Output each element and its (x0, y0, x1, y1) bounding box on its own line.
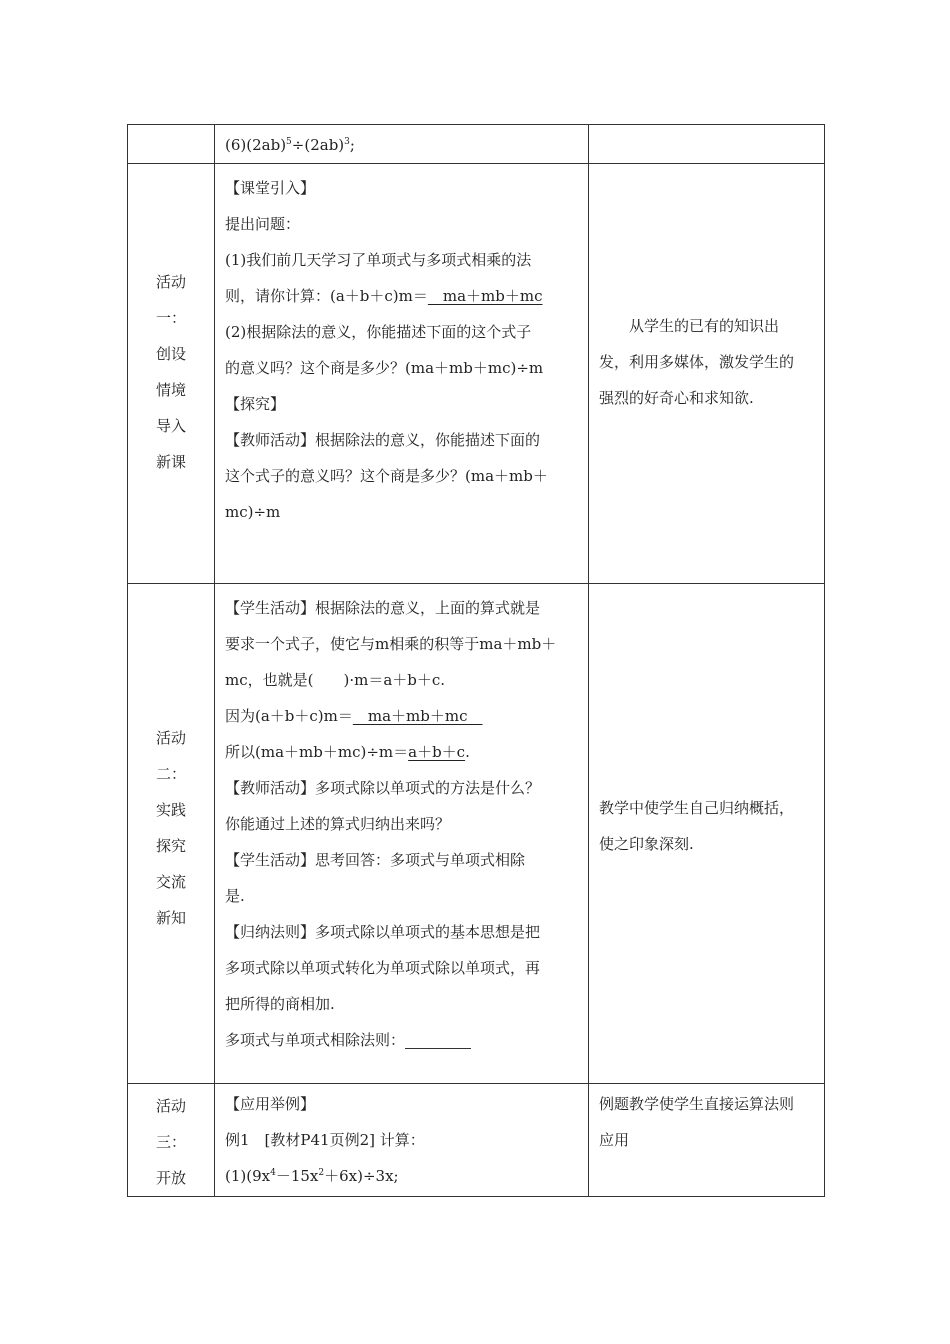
content-text: . (465, 743, 470, 761)
activity-label-line: 探究 (155, 837, 186, 855)
problem-6-text: $(6)(2ab)^5\div(2ab)^3$; (225, 136, 355, 154)
content-cell (215, 1084, 589, 1197)
activity-label-line: 活动 (155, 273, 186, 291)
content-line: 多项式除以单项式转化为单项式除以单项式，再 (225, 959, 541, 977)
content-text: 所以(ma＋mb＋mc)÷m＝ (225, 743, 409, 761)
answer-blank (405, 1030, 471, 1049)
activity-label-line: 一： (155, 309, 186, 327)
content-line: mc)÷m (225, 503, 281, 521)
content-line: 【归纳法则】多项式除以单项式的基本思想是把 (225, 923, 541, 941)
activity-label-cell (128, 164, 215, 584)
activity-label-line: 实践 (155, 801, 186, 819)
design-note-line: 从学生的已有的知识出 (599, 317, 780, 335)
design-note-cell (589, 125, 825, 164)
activity-label-line: 交流 (155, 873, 186, 891)
content-line: 例1 [教材P41页例2] 计算： (225, 1131, 425, 1149)
activity-label-cell (128, 584, 215, 1084)
content-text: 多项式与单项式相除法则： (225, 1031, 406, 1049)
activity-label-line: 三： (155, 1133, 186, 1151)
content-line (225, 698, 578, 734)
content-cell (215, 125, 589, 164)
design-note-line: 例题教学使学生直接运算法则 (599, 1095, 795, 1113)
design-note-line: 使之印象深刻. (599, 835, 694, 853)
activity-label-cell (128, 125, 215, 164)
content-line: 是. (225, 887, 245, 905)
content-line: 你能通过上述的算式归纳出来吗？ (225, 815, 451, 833)
design-note-cell (589, 1084, 825, 1197)
content-line: 【教师活动】根据除法的意义，你能描述下面的 (225, 431, 541, 449)
content-cell (215, 164, 589, 584)
content-line: 要求一个式子，使它与m相乘的积等于ma＋mb＋ (225, 635, 557, 653)
content-line: 【学生活动】根据除法的意义，上面的算式就是 (225, 599, 541, 617)
content-line: (1)我们前几天学习了单项式与多项式相乘的法 (225, 251, 532, 269)
content-line: 【学生活动】思考回答：多项式与单项式相除 (225, 851, 526, 869)
content-line (225, 278, 578, 314)
content-line: (2)根据除法的意义，你能描述下面的这个式子 (225, 323, 532, 341)
design-note-cell (589, 584, 825, 1084)
design-note-line: 发，利用多媒体，激发学生的 (599, 353, 795, 371)
answer-fill: ma＋mb＋mc (352, 707, 483, 725)
design-note-line: 应用 (599, 1131, 630, 1149)
content-line: mc，也就是( )·m＝a＋b＋c. (225, 671, 446, 689)
lesson-plan-table (127, 124, 825, 1197)
activity-label-line: 情境 (155, 381, 186, 399)
content-line: 这个式子的意义吗？这个商是多少？(ma＋mb＋ (225, 467, 548, 485)
section-heading: 【探究】 (225, 395, 286, 413)
content-line: 【教师活动】多项式除以单项式的方法是什么？ (225, 779, 541, 797)
content-text: 因为(a＋b＋c)m＝ (225, 707, 353, 725)
activity-label-cell (128, 1084, 215, 1197)
design-note-cell (589, 164, 825, 584)
design-note-line: 教学中使学生自己归纳概括， (599, 799, 795, 817)
example-problem-1: $(1)(9x^4-15x^2+6x)\div 3x$; (225, 1167, 399, 1185)
activity-label-line: 活动 (155, 729, 186, 747)
activity-label-line: 新知 (155, 909, 186, 927)
activity-label-line: 二： (155, 765, 186, 783)
answer-fill: a＋b＋c (408, 743, 466, 761)
content-cell (215, 584, 589, 1084)
content-line (225, 734, 578, 770)
table-row (128, 164, 825, 584)
activity-label-line: 新课 (155, 453, 186, 471)
table-row (128, 584, 825, 1084)
content-text: 则，请你计算：(a＋b＋c)m＝ (225, 287, 428, 305)
content-line: 的意义吗？这个商是多少？(ma＋mb＋mc)÷m (225, 359, 544, 377)
section-heading: 【课堂引入】 (225, 179, 316, 197)
activity-label-line: 创设 (155, 345, 186, 363)
section-heading: 【应用举例】 (225, 1095, 316, 1113)
content-line: 把所得的商相加. (225, 995, 335, 1013)
activity-label-line: 开放 (155, 1169, 186, 1187)
table-row (128, 1084, 825, 1197)
activity-label-line: 活动 (155, 1097, 186, 1115)
design-note-line: 强烈的好奇心和求知欲. (599, 389, 754, 407)
content-line: 提出问题： (225, 215, 301, 233)
table-row (128, 125, 825, 164)
answer-fill: ma＋mb＋mc (427, 287, 543, 305)
content-line (225, 1022, 578, 1058)
activity-label-line: 导入 (155, 417, 186, 435)
